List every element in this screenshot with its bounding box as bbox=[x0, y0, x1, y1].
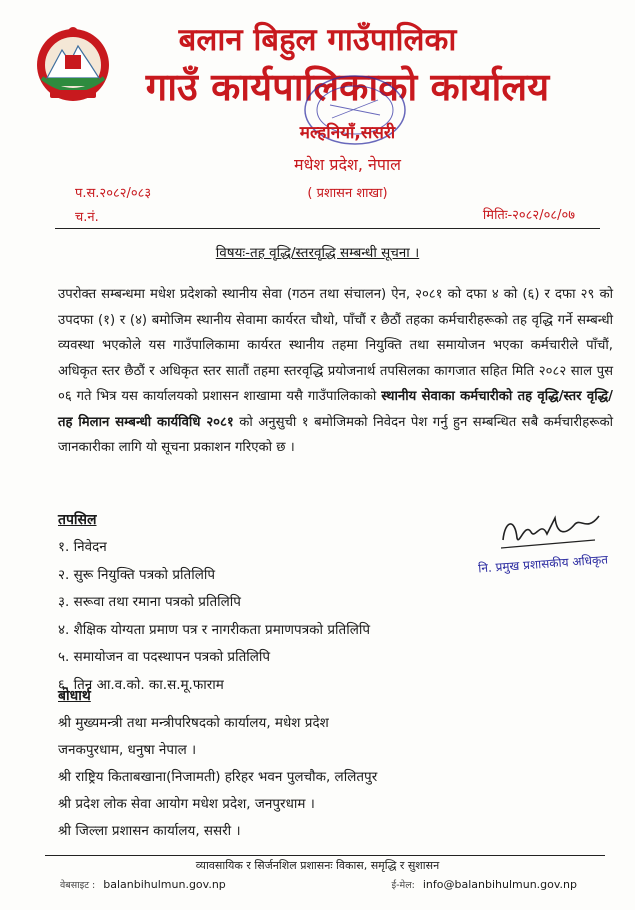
dispatch-number: च.नं. bbox=[75, 210, 99, 225]
notice-body-part2: को अनुसुची १ बमोजिमको निवेदन पेश गर्नु हुन सम्बन्धित सबै कर्मचारीहरूको जानकारीका लागि यो सूचना प्रकाशन गरिएको छ । bbox=[58, 414, 613, 455]
list-item: श्री जिल्ला प्रशासन कार्यालय, ससरी । bbox=[58, 823, 241, 839]
municipality-name: बलान बिहुल गाउँपालिका bbox=[178, 22, 457, 58]
cc-list bbox=[58, 710, 377, 845]
email-link[interactable]: info@balanbihulmun.gov.np bbox=[422, 878, 577, 891]
footer-slogan: व्यावसायिक र सिर्जनशिल प्रशासनः विकास, समृद्धि र सुशासन bbox=[195, 859, 440, 872]
list-item: जनकपुरधाम, धनुषा नेपाल । bbox=[58, 742, 197, 758]
office-location: मल्हनियाँ,ससरी bbox=[299, 123, 396, 143]
footer-website bbox=[60, 878, 226, 891]
attachments-heading: तपसिल bbox=[58, 512, 97, 528]
list-item: ५. समायोजन वा पदस्थापन पत्रको प्रतिलिपि bbox=[58, 649, 271, 665]
notice-body-bold: स्थानीय सेवाका कर्मचारीको तह वृद्धि/स्तर वृद्धि/तह मिलान सम्बन्धी कार्यविधि २०८१ bbox=[58, 389, 613, 430]
list-item: ६. तिन आ.व.को. का.स.मू.फाराम bbox=[58, 676, 224, 693]
section-name: ( प्रशासन शाखा) bbox=[307, 186, 388, 201]
province-name: मधेश प्रदेश, नेपाल bbox=[294, 155, 401, 174]
subject-line: विषयः-तह वृद्धि/स्तरवृद्धि सम्बन्धी सूचना । bbox=[215, 245, 420, 261]
footer-divider bbox=[45, 855, 605, 856]
list-item: श्री प्रदेश लोक सेवा आयोग मधेश प्रदेश, जनपुरधाम । bbox=[58, 796, 315, 812]
notice-body-part1: उपरोक्त सम्बन्धमा मधेश प्रदेशको स्थानीय सेवा (गठन तथा संचालन) ऐन, २०८१ को दफा ४ को (६) र दफा २९ को उपदफा (१) र (४) बमोजिम स्थानीय सेवामा कार्यरत चौथो, पाँचौं र छैठौं तहका कर्मचारीहरूको तह वृद्धि गर्ने सम्बन्धी व्यवस्था भएकोले यस गाउँपालिकामा कार्यरत स्थानीय तहमा नियुक्ति तथा समायोजन भएका कर्मचारीले पाँचौं, अधिकृत स्तर छैठौं र अधिकृत स्तर सातौं तहमा स्तरवृद्धि प्रयोजनार्थ तपसिलका कागजात सहित मिति २०८२ साल पुस ०६ गते भित्र यस कार्यालयको प्रशासन शाखामा यसै गाउँपालिकाको bbox=[58, 287, 613, 404]
cc-heading: बोधार्थ bbox=[58, 688, 91, 704]
website-link[interactable]: balanbihulmun.gov.np bbox=[103, 878, 226, 891]
footer-email bbox=[391, 878, 577, 891]
list-item: श्री राष्ट्रिय किताबखाना(निजामती) हरिहर भवन पुलचौक, ललितपुर bbox=[58, 769, 378, 785]
list-item: श्री मुख्यमन्त्री तथा मन्त्रीपरिषदको कार्यालय, मधेश प्रदेश bbox=[58, 715, 329, 731]
list-item: ३. सरूवा तथा रमाना पत्रको प्रतिलिपि bbox=[58, 594, 241, 610]
list-item: २. सुरू नियुक्ति पत्रको प्रतिलिपि bbox=[58, 566, 216, 583]
email-label: ई-मेल: bbox=[391, 880, 415, 891]
website-label: वेबसाइट : bbox=[60, 880, 96, 891]
signature-scribble bbox=[495, 510, 605, 555]
header-divider bbox=[55, 228, 600, 229]
office-name: गाउँ कार्यपालिकाको कार्यालय bbox=[145, 65, 550, 109]
attachments-list bbox=[58, 534, 370, 699]
letter-date: मितिः-२०८२/०८/०७ bbox=[482, 208, 575, 223]
list-item: ४. शैक्षिक योग्यता प्रमाण पत्र र नागरीकता प्रमाणपत्रको प्रतिलिपि bbox=[58, 621, 371, 638]
notice-body bbox=[58, 282, 613, 461]
list-item: १. निवेदन bbox=[58, 539, 107, 555]
signatory-title: नि. प्रमुख प्रशासकीय अधिकृत bbox=[477, 552, 609, 576]
reference-number: प.स.२०८२/०८३ bbox=[75, 186, 152, 201]
